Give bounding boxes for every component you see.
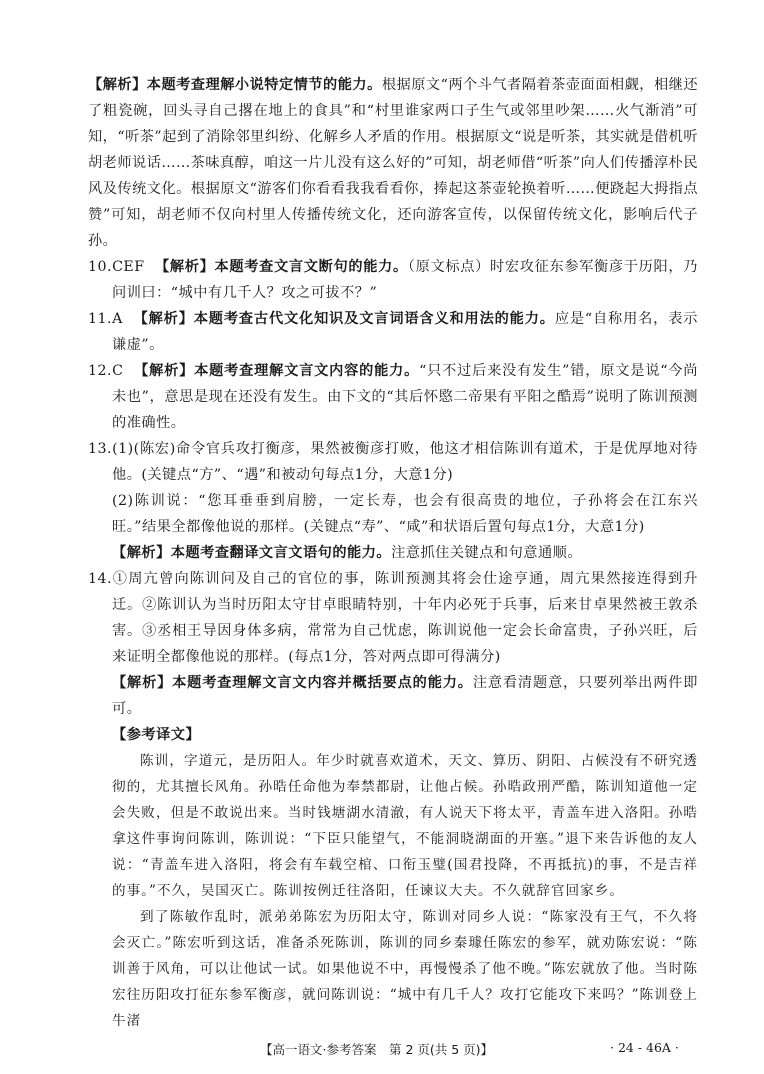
question-10 [88,254,698,306]
page-footer [0,1040,764,1060]
analysis-text: 应是“自称用名，表示谦虚”。 [112,311,698,353]
analysis-text: （原文标点）时宏攻征东参军衡彦于历阳，乃问训曰：“城中有几千人？攻之可拔不？” [112,259,698,301]
question-13-part2 [88,488,698,540]
analysis-text: 根据原文“两个斗气者隔着茶壶面面相觑，相继还了粗瓷碗，回头寻自己撂在地上的食具”和“村里谁家两口子生气或邻里吵架……火气渐消”可知，“听茶”起到了消除邻里纠纷、化解乡人矛盾的作用。根据原文“说是听茶，其实就是借机听胡老师说话……茶味真醇，咱这一片儿没有这么好的”可知，胡老师借“听茶”向人们传播淳朴民风及传统文化。根据原文“游客们你看看我我看看你，捧起这茶壶轮换着听……便跷起大拇指点赞”可知，胡老师不仅向村里人传播传统文化，还向游客宣传，以保留传统文化，影响后代子孙。 [88,77,699,249]
analysis-focus: 本题考查古代文化知识及文言词语含义和用法的能力。 [193,311,555,327]
question-12 [88,358,698,436]
answer-text: (1)(陈宏)命令官兵攻打衡彦，果然被衡彦打败，他这才相信陈训有道术，于是优厚地对待他。(关键点“方”、“遇”和被动句每点1分，大意1分) [112,441,698,483]
question-number: 13. [88,441,113,457]
analysis-text: 注意抓住关键点和句意通顺。 [391,545,583,561]
analysis-tag: 【解析】 [133,311,194,327]
question-13-part1 [88,436,698,488]
analysis-tag: 【解析】 [155,259,215,275]
footer-title: 【高一语文·参考答案 第 2 页(共 5 页)】 [260,1042,494,1057]
answer-text: (2)陈训说：“您耳垂垂到肩膀，一定长寿，也会有很高贵的地位，子孙将会在江东兴旺。”结果全都像他说的那样。(关键点“寿”、“咸”和状语后置句每点1分，大意1分) [112,493,698,535]
analysis-q9 [88,72,698,254]
question-number: 14. [88,571,113,587]
question-number: 11. [88,311,113,327]
analysis-focus: 本题考查翻译文言文语句的能力。 [170,545,392,561]
analysis-focus: 本题考查理解文言文内容并概括要点的能力。 [172,675,473,691]
question-13-analysis [88,540,698,566]
analysis-text: “只不过后来没有发生”错，原文是说“今尚未也”，意思是现在还没有发生。由下文的“其后怀愍二帝果有平阳之酷焉”说明了陈训预测的准确性。 [112,363,698,431]
analysis-tag: 【解析】 [88,77,147,93]
question-14-analysis [88,670,698,722]
question-11 [88,306,698,358]
question-number: 12. [88,363,113,379]
reference-translation-heading [88,722,698,748]
answer-page [88,72,698,1034]
section-heading: 【参考译文】 [112,727,201,743]
answer-text: ①周亢曾向陈训问及自己的官位的事，陈训预测其将会仕途亨通，周亢果然接连得到升迁。②陈训认为当时历阳太守甘卓眼睛特别，十年内必死于兵事，后来甘卓果然被王敦杀害。③丞相王导因身体多病，常常为自己忧虑，陈训说他一定会长命富贵，子孙兴旺，后来证明全都像他说的那样。(每点1分，答对两点即可得满分) [112,571,698,665]
question-number: 10. [88,259,113,275]
analysis-focus: 本题考查文言文断句的能力。 [214,259,408,275]
footer-code: · 24 - 46A · [610,1040,679,1055]
reference-translation [88,748,698,1034]
translation-paragraph: 到了陈敏作乱时，派弟弟陈宏为历阳太守，陈训对同乡人说：“陈家没有王气，不久将会灭亡。”陈宏听到这话，准备杀死陈训，陈训的同乡秦璩任陈宏的参军，就劝陈宏说：“陈训善于风角，可以让他试一试。如果他说不中，再慢慢杀了他不晚。”陈宏就放了他。当时陈宏往历阳攻打征东参军衡彦，就问陈训说：“城中有几千人？攻打它能攻下来吗？”陈训登上牛渚 [112,909,698,1029]
translation-paragraph: 陈训，字道元，是历阳人。年少时就喜欢道术，天文、算历、阴阳、占候没有不研究透彻的，尤其擅长风角。孙晧任命他为奉禁都尉，让他占候。孙晧政刑严酷，陈训知道他一定会失败，但是不敢说出来。当时钱塘湖水清澈，有人说天下将太平，青盖车进入洛阳。孙晧拿这件事询问陈训，陈训说：“下臣只能望气，不能洞晓湖面的开塞。”退下来告诉他的友人说：“青盖车进入洛阳，将会有车载空棺、口衔玉璧(国君投降，不再抵抗)的事，不是吉祥的事。”不久，吴国灭亡。陈训按例迁往洛阳，任谏议大夫。不久就辞官回家乡。 [112,753,698,899]
question-14 [88,566,698,670]
answer-letters: A [112,311,123,327]
answer-letters: C [112,363,124,379]
analysis-focus: 本题考查理解小说特定情节的能力。 [146,77,382,93]
analysis-tag: 【解析】 [112,545,171,561]
analysis-focus: 本题考查理解文言文内容的能力。 [194,363,420,379]
analysis-text: 注意看清题意，只要列举出两件即可。 [112,675,698,717]
analysis-tag: 【解析】 [134,363,195,379]
answer-letters: CEF [112,259,145,275]
analysis-tag: 【解析】 [112,675,173,691]
